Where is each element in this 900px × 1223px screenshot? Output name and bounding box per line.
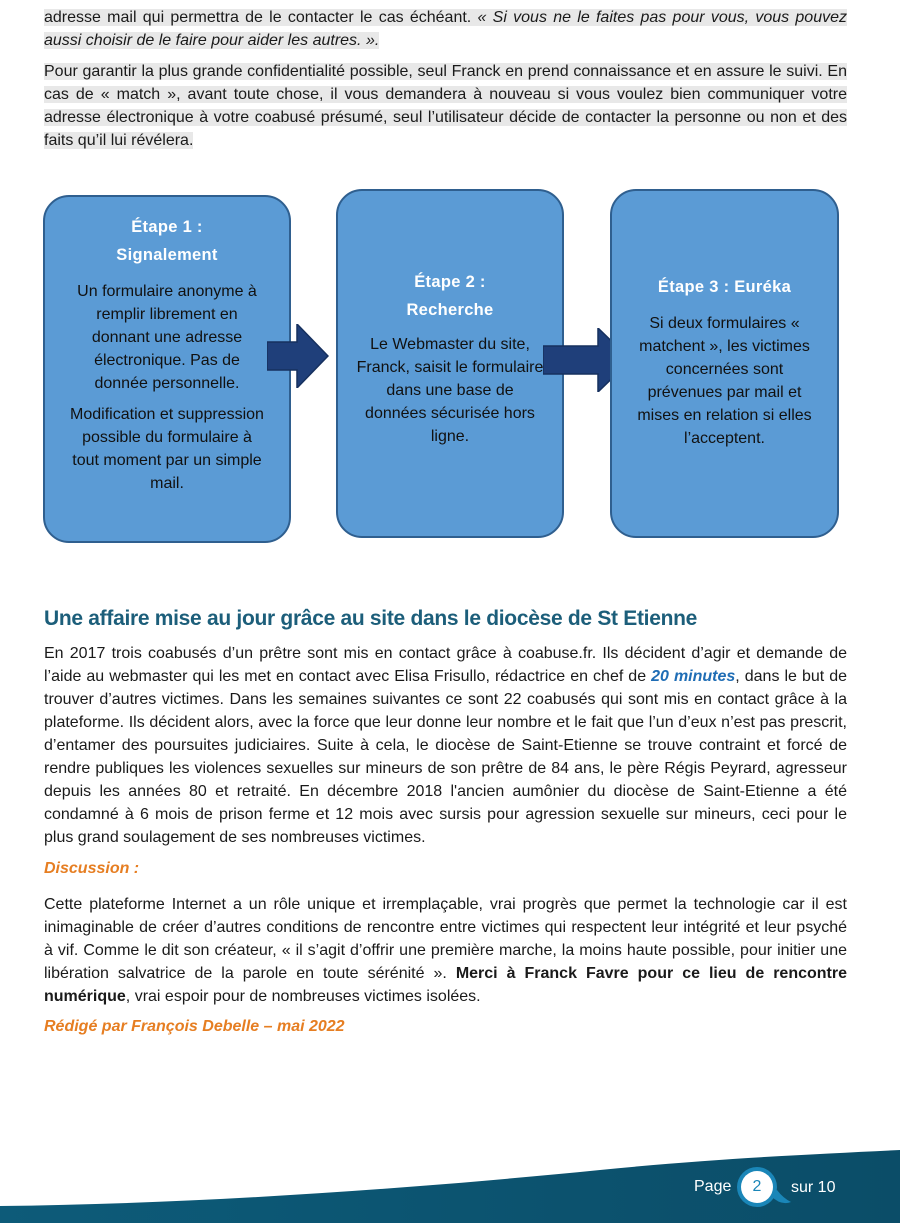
discussion-label: Discussion :: [44, 860, 140, 877]
section-text-before: En 2017 trois coabusés d’un prêtre sont mis en contact grâce à coabuse.fr. Ils décident d’agir et demande de l’aide au webmaster qui les met en contact avec Elisa Frisullo, rédactrice en chef de: [44, 645, 847, 685]
arrow-right-icon: [267, 324, 329, 388]
newspaper-link[interactable]: 20 minutes: [651, 668, 736, 685]
page-label: Page: [694, 1178, 732, 1195]
step-2-box: [336, 189, 564, 538]
section-heading: Une affaire mise au jour grâce au site dans le diocèse de St Etienne: [44, 607, 698, 630]
section-text-after: , dans le but de trouver d’autres victimes. Dans les semaines suivantes ce sont 22 coabusés qui sont mis en contact grâce à la plateforme. Ils décident alors, avec la force que leur donne leur nombre et le fait que l’un d’eux n’est pas prescrit, d’entamer des poursuites judiciaires. Suite à cela, le diocèse de Saint-Etienne se trouve contraint et forcé de rendre publiques les violences sexuelles sur mineurs de son prêtre de 84 ans, le père Régis Peyrard, agresseur depuis les années 80 et retraité. En décembre 2018 l'ancien aumônier du diocèse de Saint-Etienne a été condamné à 6 mois de prison ferme et 12 mois avec sursis pour agression sexuelle sur mineurs, ceci pour le plus grand soulagement de ses nombreuses victimes.: [44, 668, 848, 846]
step-2-subtitle: Recherche: [406, 301, 494, 319]
step-1-subtitle: Signalement: [116, 246, 218, 264]
discussion-text-after: , vrai espoir pour de nombreuses victimes isolées.: [125, 988, 481, 1005]
section-paragraph: [44, 642, 847, 849]
step-3-text: Si deux formulaires « matchent », les victimes concernées sont prévenues par mail et mises en relation si elles l’acceptent.: [637, 315, 812, 447]
signature: Rédigé par François Debelle – mai 2022: [44, 1018, 345, 1035]
intro-p1-quote: « Si vous ne le faites pas pour vous, vous pouvez aussi choisir de le faire pour aider les autres. ».: [44, 9, 847, 49]
step-3-title: Étape 3 : Euréka: [657, 278, 792, 296]
step-2-title: Étape 2 :: [414, 273, 486, 291]
step-1-text-2: Modification et suppression possible du formulaire à tout moment par un simple mail.: [70, 406, 264, 492]
step-1-box: [43, 195, 291, 543]
step-1-title: Étape 1 :: [131, 218, 203, 236]
step-3-box: [610, 189, 839, 538]
step-1-text: Un formulaire anonyme à remplir librement en donnant une adresse électronique. Pas de donnée personnelle.: [77, 283, 257, 392]
page-number: 2: [741, 1171, 773, 1203]
step-2-text: Le Webmaster du site, Franck, saisit le formulaire dans une base de données sécurisée hors ligne.: [356, 336, 544, 445]
discussion-bold: Merci à Franck Favre pour ce lieu de rencontre numérique: [44, 965, 848, 1005]
page-total: sur 10: [791, 1179, 836, 1196]
discussion-paragraph: [44, 893, 847, 1008]
intro-paragraph-1: [44, 6, 847, 52]
discussion-text-before: Cette plateforme Internet a un rôle unique et irremplaçable, vrai progrès que permet la technologie car il est inimaginable de créer d’autres conditions de rencontre entre victimes qui respectent leur intégrité et leur psyché à vif. Comme le dit son créateur, « il s’agit d’offrir une première marche, la moins haute possible, pour initier une libération salvatrice de la parole en toute sérénité ».: [44, 896, 847, 982]
intro-p1-plain: adresse mail qui permettra de le contacter le cas échéant.: [44, 9, 478, 26]
intro-p2-text: Pour garantir la plus grande confidentialité possible, seul Franck en prend connaissance et en assure le suivi. En cas de « match », avant toute chose, il vous demandera à nouveau si vous voulez bien communiquer votre adresse électronique à votre coabusé présumé, seul l’utilisateur décide de contacter la personne ou non et des faits qu’il lui révélera.: [44, 63, 847, 149]
intro-paragraph-2: [44, 60, 847, 152]
